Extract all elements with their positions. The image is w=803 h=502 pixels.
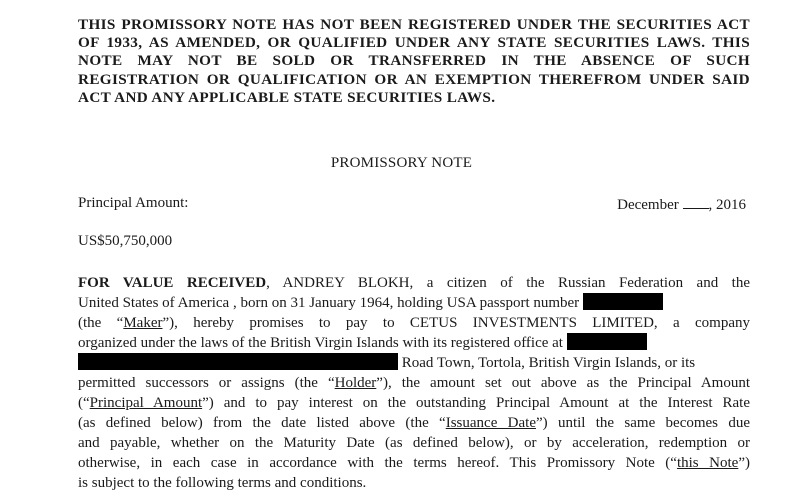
body-line: Road Town, Tortola, British Virgin Islands, or its xyxy=(78,353,750,373)
principal-amount-label: Principal Amount: xyxy=(78,195,189,211)
defined-term-maker: Maker xyxy=(123,315,163,331)
body-line: and payable, whether on the Maturity Date (as defined below), or by acceleration, redemption or xyxy=(78,435,750,451)
body-line: otherwise, in each case in accordance with the terms hereof. This Promissory Note (“this Note”) xyxy=(78,455,750,471)
body-line: (as defined below) from the date listed above (the “Issuance Date”) until the same becomes due xyxy=(78,415,750,431)
note-date xyxy=(617,195,746,214)
redaction-street-address xyxy=(78,353,398,370)
body-line: organized under the laws of the British Virgin Islands with its registered office at xyxy=(78,333,750,353)
redaction-office-address xyxy=(567,333,647,350)
body-line: (“Principal Amount”) and to pay interest on the outstanding Principal Amount at the Interest Rate xyxy=(78,395,750,411)
body-line: FOR VALUE RECEIVED, ANDREY BLOKH, a citizen of the Russian Federation and the xyxy=(78,275,750,291)
body-line: United States of America , born on 31 January 1964, holding USA passport number xyxy=(78,293,750,313)
defined-term-principal-amount: Principal Amount xyxy=(89,395,203,411)
for-value-received: FOR VALUE RECEIVED xyxy=(78,275,267,291)
principal-amount-value: US$50,750,000 xyxy=(78,233,173,249)
defined-term-issuance-date: Issuance Date xyxy=(445,415,536,431)
securities-legend: THIS PROMISSORY NOTE HAS NOT BEEN REGISTERED UNDER THE SECURITIES ACT OF 1933, AS AMENDED, OR QUALIFIED UNDER ANY STATE SECURITIES LAWS. THIS NOTE MAY NOT BE SOLD OR TRANSFERRED IN THE ABSENCE OF SUCH REGISTRATION OR QUALIFICATION OR AN EXEMPTION THEREFROM UNDER SAID ACT AND ANY APPLICABLE STATE SECURITIES LAWS. xyxy=(78,16,750,106)
redaction-passport-number xyxy=(583,293,663,310)
defined-term-holder: Holder xyxy=(334,375,377,391)
date-day-blank xyxy=(683,195,709,209)
defined-term-this-note: this Note xyxy=(676,455,739,471)
date-month: December xyxy=(617,197,679,213)
date-year: , 2016 xyxy=(708,197,746,213)
body-line: permitted successors or assigns (the “Holder”), the amount set out above as the Principal Amount xyxy=(78,375,751,391)
body-line: is subject to the following terms and conditions. xyxy=(78,475,367,491)
body-line: (the “Maker”), hereby promises to pay to CETUS INVESTMENTS LIMITED, a company xyxy=(78,315,750,331)
document-title: PROMISSORY NOTE xyxy=(330,155,473,171)
